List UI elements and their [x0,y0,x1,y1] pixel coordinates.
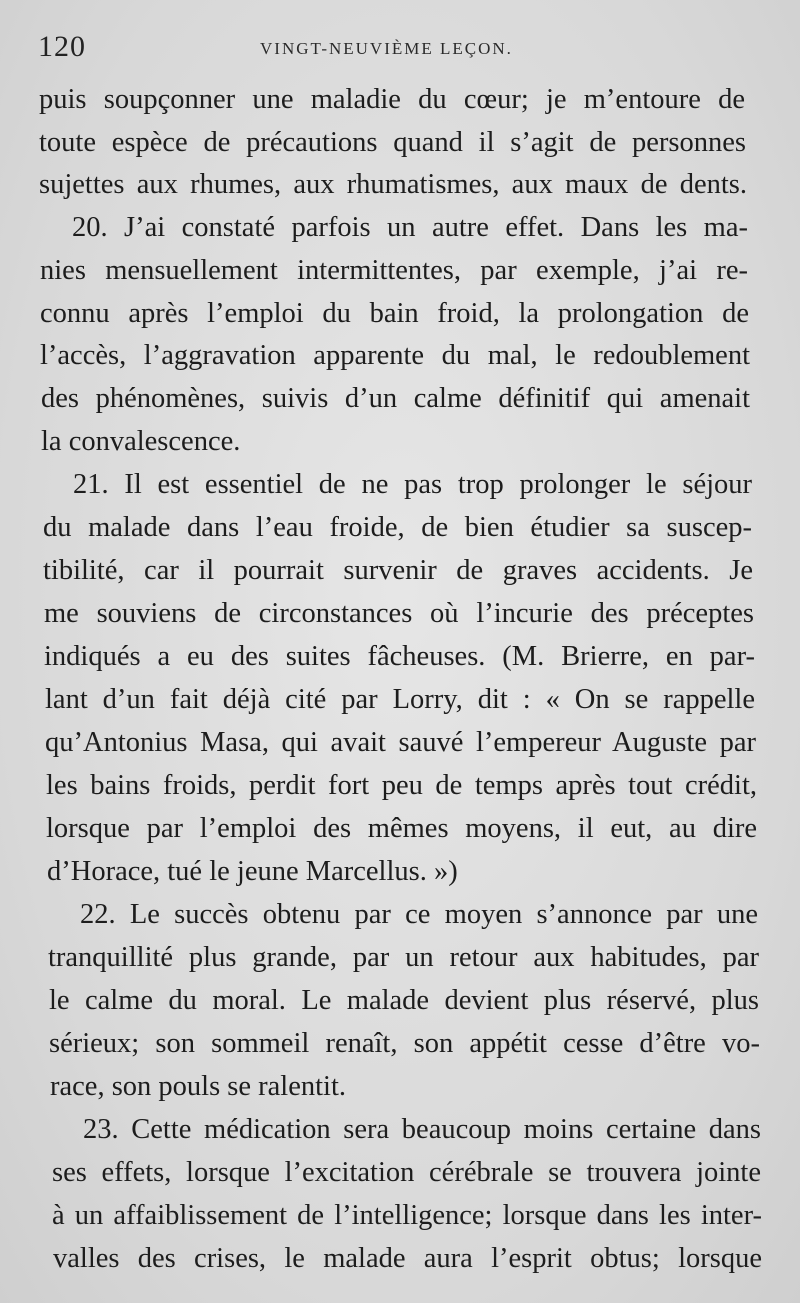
text-line: lant d’un fait déjà cité par Lorry, dit : « On se rappelle [45,684,755,715]
text-line: les bains froids, perdit fort peu de temps après tout crédit, [46,770,757,801]
text-line: lorsque par l’emploi des mêmes moyens, il eut, au dire [46,813,757,844]
text-line: tranquillité plus grande, par un retour aux habitudes, par [48,942,759,973]
text-line: qu’Antonius Masa, qui avait sauvé l’empereur Auguste par [45,727,756,758]
text-line: race, son pouls se ralentit. [50,1071,346,1102]
text-line: 23. Cette médication sera beaucoup moins certaine dans [83,1114,761,1145]
text-line: l’accès, l’aggravation apparente du mal, le redoublement [40,340,750,371]
text-line: toute espèce de précautions quand il s’agit de personnes [39,127,746,158]
page-number: 120 [38,30,86,63]
text-line: d’Horace, tué le jeune Marcellus. ») [47,856,458,887]
text-line: sujettes aux rhumes, aux rhumatismes, aux maux de dents. [39,169,747,200]
text-line: valles des crises, le malade aura l’esprit obtus; lorsque [53,1243,762,1274]
chapter-title: VINGT-NEUVIÈME LEÇON. [260,39,513,58]
text-line: sérieux; son sommeil renaît, son appétit cesse d’être vo- [49,1028,760,1059]
text-line: ses effets, lorsque l’excitation cérébrale se trouvera jointe [52,1157,761,1188]
text-line: 20. J’ai constaté parfois un autre effet. Dans les ma- [72,212,748,243]
text-line: puis soupçonner une maladie du cœur; je m’entoure de [39,84,745,115]
text-line: indiqués a eu des suites fâcheuses. (M. Brierre, en par- [44,641,755,672]
text-line: du malade dans l’eau froide, de bien étudier sa suscep- [43,512,752,543]
text-line: à un affaiblissement de l’intelligence; lorsque dans les inter- [52,1200,762,1231]
text-line: me souviens de circonstances où l’incurie des préceptes [44,598,754,629]
text-line: nies mensuellement intermittentes, par exemple, j’ai re- [40,255,748,286]
text-line: tibilité, car il pourrait survenir de graves accidents. Je [43,555,753,586]
text-line: 21. Il est essentiel de ne pas trop prolonger le séjour [73,469,752,500]
text-line: des phénomènes, suivis d’un calme définitif qui amenait [41,383,750,414]
text-line: connu après l’emploi du bain froid, la prolongation de [40,298,749,329]
running-head [38,30,758,70]
text-line: le calme du moral. Le malade devient plus réservé, plus [49,985,759,1016]
text-line: la convalescence. [41,426,241,457]
text-line: 22. Le succès obtenu par ce moyen s’annonce par une [80,899,758,930]
